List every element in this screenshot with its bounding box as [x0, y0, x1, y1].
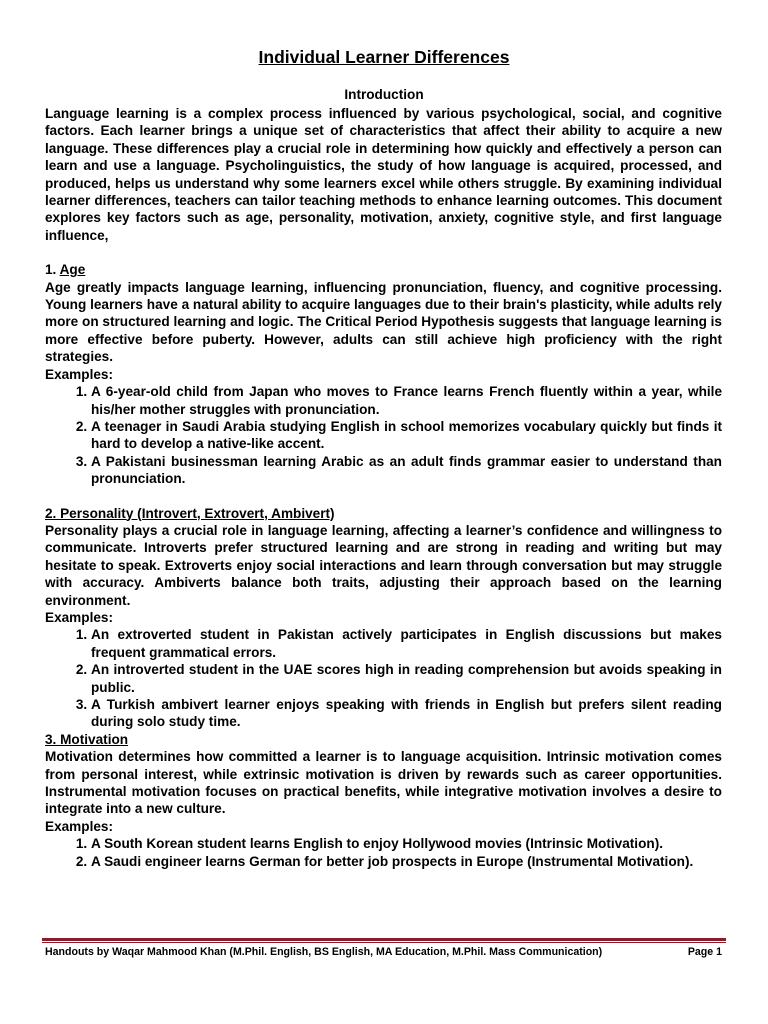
list-item: 1. An extroverted student in Pakistan actively participates in English discussions but makes frequent grammatical errors. — [91, 626, 722, 661]
examples-list — [45, 383, 722, 487]
section-title: 3. Motivation — [45, 731, 129, 747]
intro-paragraph: Language learning is a complex process influenced by various psychological, social, and cognitive factors. Each learner brings a unique set of characteristics that affect their ability to acquire a new language. These differences play a crucial role in determining how quickly and effectively a person can learn and use a language. Psycholinguistics, the study of how language is acquired, processed, and produced, helps us understand why some learners excel while others struggle. By examining individual learner differences, teachers can tailor teaching methods to enhance learning outcomes. This document explores key factors such as age, personality, motivation, anxiety, cognitive style, and first language influence, — [45, 106, 722, 243]
footer-author: Handouts by Waqar Mahmood Khan (M.Phil. English, BS English, MA Education, M.Phil. Mass Communication) — [45, 946, 603, 958]
examples-label: Examples: — [45, 818, 114, 834]
section-paragraph: Personality plays a crucial role in language learning, affecting a learner’s confidence and willingness to communicate. Introverts prefer structured learning and are strong in reading and writing but may hesitate to speak. Extroverts enjoy social interactions and learn through conversation but may struggle with accuracy. Ambiverts balance both traits, adjusting their approach based on the learning environment. — [45, 522, 722, 608]
section-title: 2. Personality (Introvert, Extrovert, Ambivert) — [45, 505, 335, 521]
examples-label: Examples: — [45, 366, 114, 382]
footer-divider-thin — [42, 942, 726, 943]
list-item: 1. A 6-year-old child from Japan who moves to France learns French fluently within a year, while his/her mother struggles with pronunciation. — [91, 383, 722, 418]
list-item: 3. A Pakistani businessman learning Arabic as an adult finds grammar easier to understand than pronunciation. — [91, 453, 722, 488]
section-title: Age — [59, 262, 86, 278]
examples-label: Examples: — [45, 609, 114, 625]
footer-divider — [42, 938, 726, 941]
list-item: 3. A Turkish ambivert learner enjoys speaking with friends in English but prefers silent reading during solo study time. — [91, 696, 722, 731]
intro-heading: Introduction — [344, 87, 424, 102]
section-paragraph: Motivation determines how committed a learner is to language acquisition. Intrinsic motivation comes from personal interest, while extrinsic motivation is driven by rewards such as career opportunities. Instrumental motivation focuses on practical benefits, while integrative motivation involves a desire to integrate into a new culture. — [45, 749, 722, 817]
page-number: Page 1 — [687, 946, 722, 958]
list-item: 1. A South Korean student learns English to enjoy Hollywood movies (Intrinsic Motivation). — [91, 835, 722, 852]
section-number: 1. — [45, 262, 60, 278]
examples-list — [45, 835, 722, 870]
section-heading-personality — [45, 505, 722, 522]
section-heading-age — [45, 261, 722, 278]
list-item: 2. A Saudi engineer learns German for better job prospects in Europe (Instrumental Motivation). — [91, 853, 722, 870]
list-item: 2. An introverted student in the UAE scores high in reading comprehension but avoids speaking in public. — [91, 661, 722, 696]
section-paragraph: Age greatly impacts language learning, influencing pronunciation, fluency, and cognitive processing. Young learners have a natural ability to acquire languages due to their brain's plasticity, while adults rely more on structured learning and logic. The Critical Period Hypothesis suggests that language learning is more effective before puberty. However, adults can still achieve high proficiency with the right strategies. — [45, 279, 722, 365]
list-item: 2. A teenager in Saudi Arabia studying English in school memorizes vocabulary quickly but finds it hard to develop a native-like accent. — [91, 418, 722, 453]
document-title: Individual Learner Differences — [258, 47, 510, 67]
section-heading-motivation — [45, 731, 722, 748]
document-body — [45, 105, 722, 870]
examples-list — [45, 626, 722, 730]
